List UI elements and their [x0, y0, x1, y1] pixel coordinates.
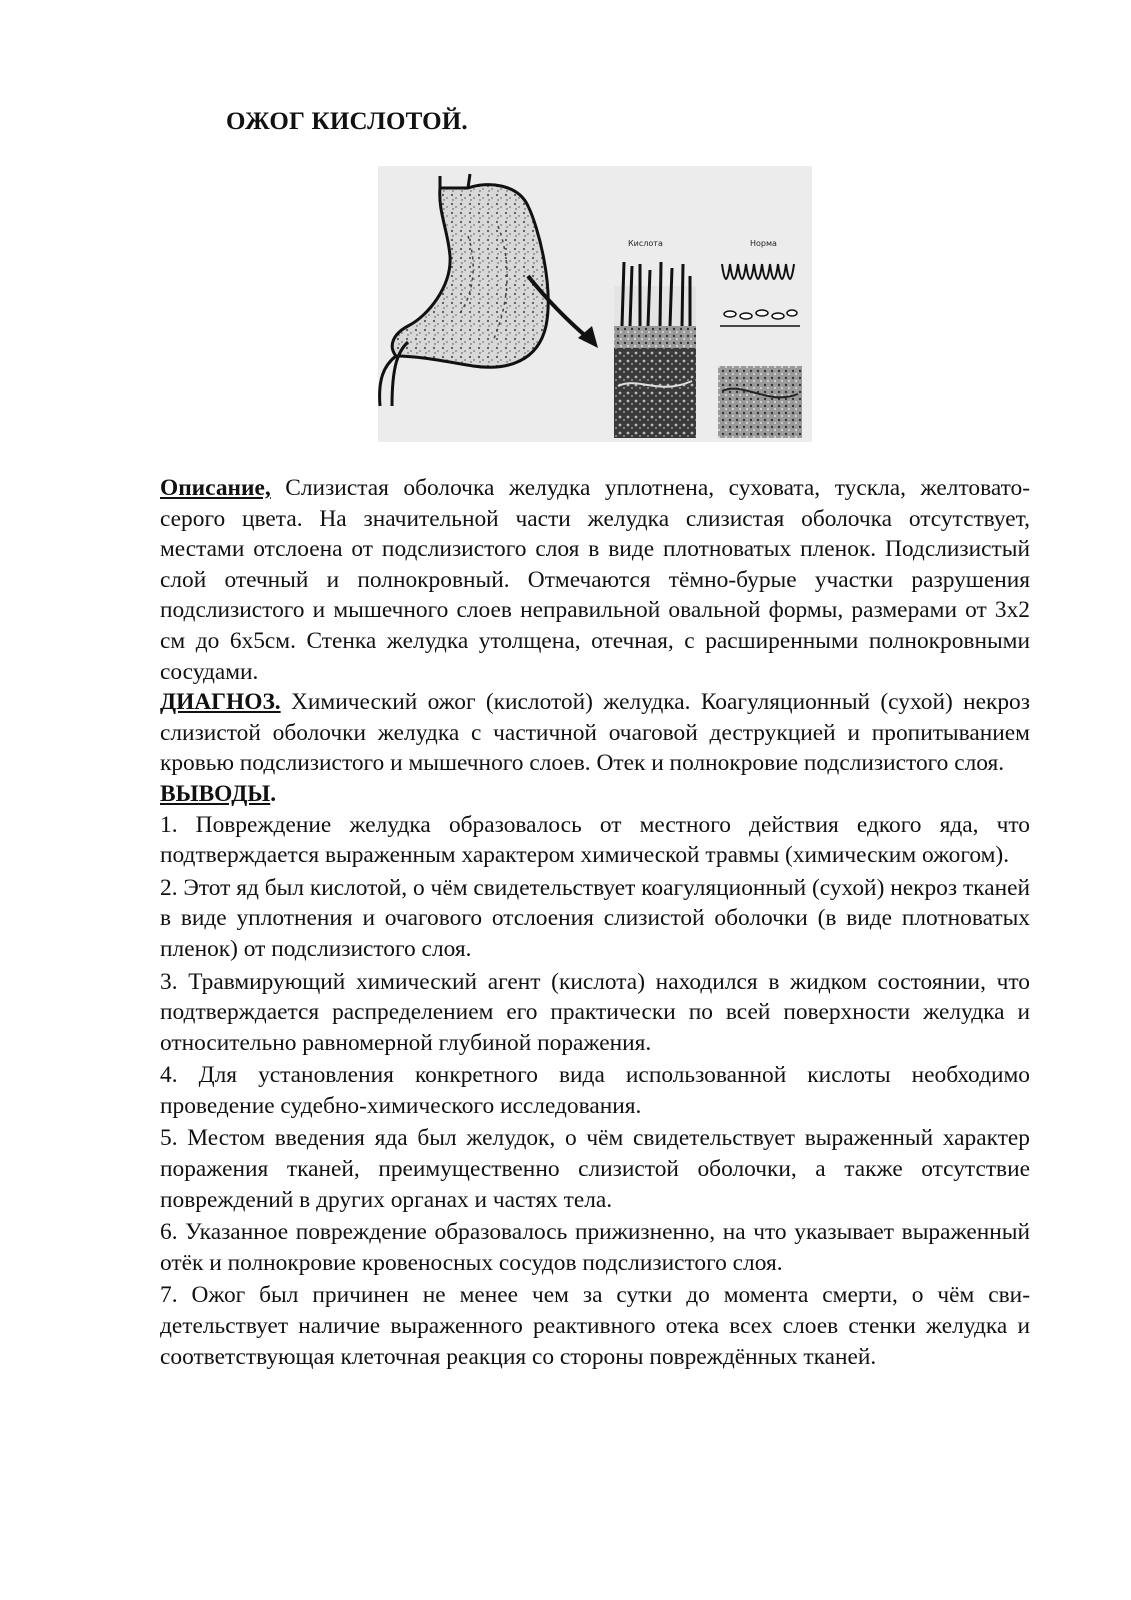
conclusion-item: 4. Для установления конкретного вида использованной кислоты необходимо проведение судебно-химического исследования. — [160, 1062, 1030, 1119]
diagnosis-text: Химический ожог (кислотой) желудка. Коагуляционный (сухой) некроз слизистой оболочки желудка с частичной очаговой деструкцией и пропитыванием кровью подслизистого и мышечного слоев. Отек и полнокровие подслизистого слоя. — [160, 689, 1030, 777]
description-label: Описание, — [160, 475, 271, 501]
conclusion-item: 3. Травмирующий химический агент (кислота) находился в жидком состоянии, что подтверждается распределением его практически по всей поверхности желудка и относительно равномерной глубиной поражения. — [160, 968, 1030, 1056]
description-paragraph — [160, 473, 1030, 687]
diagnosis-label: ДИАГНОЗ. — [160, 689, 281, 716]
conclusions-heading: ВЫВОДЫ. — [160, 780, 277, 807]
conclusion-item: 2. Этот яд был кислотой, о чём свидетельствует коагуляционный (сухой) некроз тканей в виде уплотнения и очагового отслоения слизистой оболочки (в виде плотноватых пленок) от подслизистого слоя. — [160, 874, 1030, 962]
conclusion-item: 6. Указанное повреждение образовалось прижизненно, на что указывает выраженный отёк и полнокровие кровеносных сосудов подслизистого слоя. — [160, 1219, 1030, 1276]
stomach-illustration — [378, 166, 812, 442]
diagnosis-paragraph — [160, 687, 1030, 779]
norm-label: Норма — [750, 239, 777, 248]
acid-label: Кислота — [628, 239, 663, 248]
acid-section — [614, 239, 696, 438]
conclusion-item: 5. Местом введения яда был желудок, о чём свидетельствует выраженный характер поражения тканей, преимущественно слизистой оболочки, а также отсутствие повреждений в других органах и частях тела. — [160, 1125, 1030, 1213]
description-text: Слизистая оболочка желудка уплотнена, суховата, тускла, желтовато-серого цвета. На значительной части желудка слизистая оболочка отсутствует, местами отслоена от подслизистого слоя в виде плотноватых пленок. Подслизистый слой отечный и полнокровный. Отмечаются тёмно-бурые участки разрушения подслизистого и мышечного слоев неправильной овальной формы, размерами от 3х2 см до 6х5см. Стенка желудка утолщена, отечная, с расширенными полнокровными сосудами. — [160, 475, 1030, 685]
page-title: ОЖОГ КИСЛОТОЙ. — [226, 108, 468, 135]
stomach-drawing — [380, 174, 549, 406]
normal-section — [718, 239, 802, 438]
report-body — [160, 473, 1030, 1372]
conclusion-item: 1. Повреждение желудка образовалось от местного действия едкого яда, что подтверждается выраженным характером химической травмы (химическим ожогом). — [160, 811, 1030, 869]
conclusion-item: 7. Ожог был причинен не менее чем за сутки до момента смерти, о чём свидетельствует наличие выраженного реактивного отека всех слоев стенки желудка и соответствующая клеточная реакция со стороны повреждённых тканей. — [160, 1282, 1030, 1370]
